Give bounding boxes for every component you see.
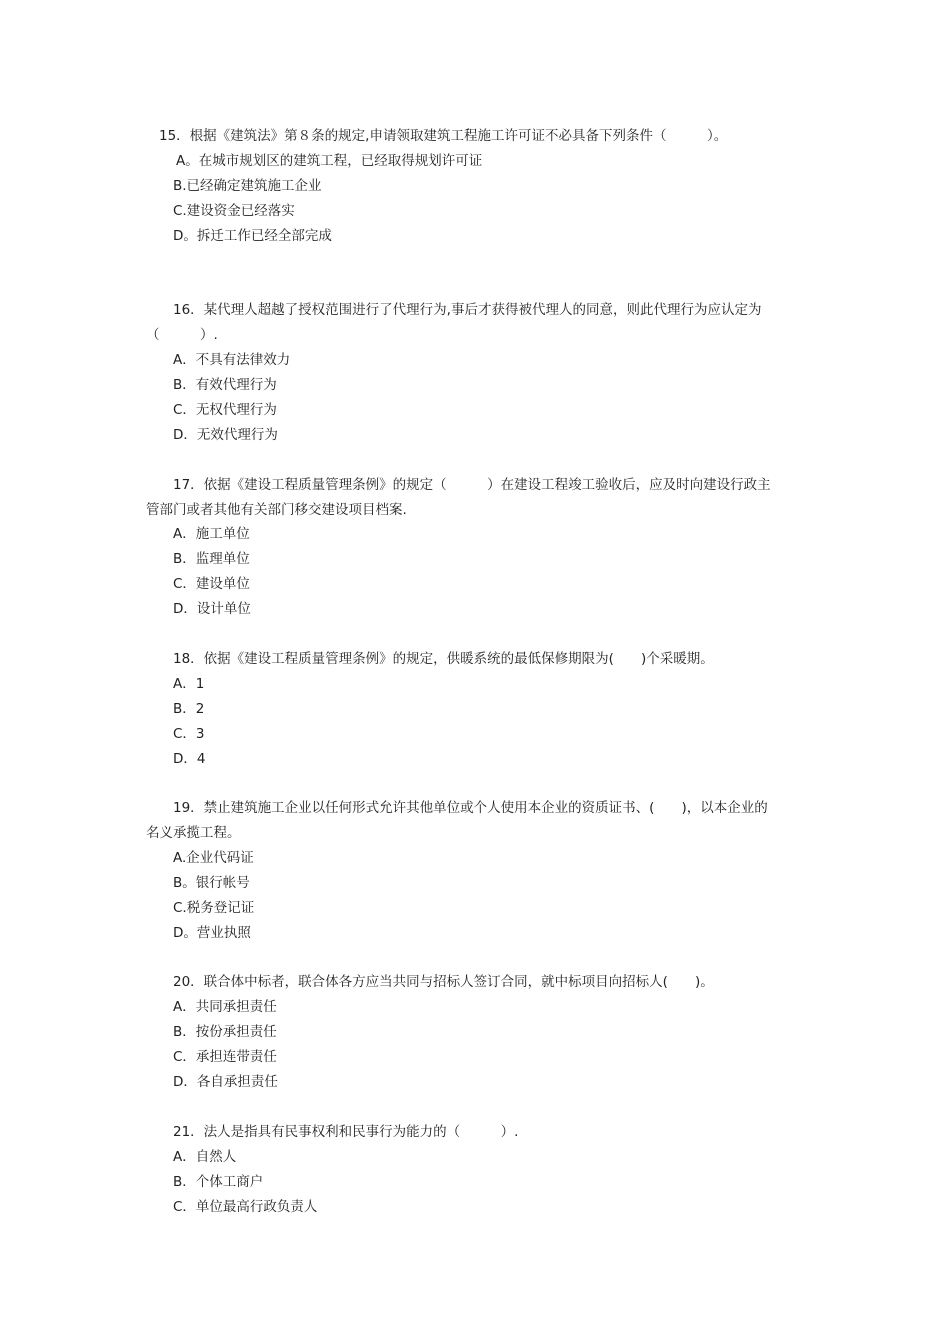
question-17-option-d: D．设计单位 [173, 601, 251, 617]
question-17-option-a: A．施工单位 [173, 526, 250, 542]
question-19-stem-line-1: 19．禁止建筑施工企业以任何形式允许其他单位或个人使用本企业的资质证书、( )，以本企业的 [173, 800, 768, 816]
question-15-option-a: A。在城市规划区的建筑工程，已经取得规划许可证 [176, 153, 483, 169]
question-21-option-a: A．自然人 [173, 1149, 237, 1165]
question-18-option-d: D．4 [173, 751, 206, 767]
question-17-option-b: B．监理单位 [173, 551, 250, 567]
question-15-option-d: D。拆迁工作已经全部完成 [173, 228, 332, 244]
question-20-option-d: D．各自承担责任 [173, 1074, 278, 1090]
question-16-stem-line-1: 16．某代理人超越了授权范围进行了代理行为,事后才获得被代理人的同意，则此代理行为应认定为 [173, 302, 762, 318]
question-18-option-a: A．1 [173, 676, 205, 692]
question-20-option-c: C．承担连带责任 [173, 1049, 277, 1065]
question-20-option-a: A．共同承担责任 [173, 999, 277, 1015]
question-17-option-c: C．建设单位 [173, 576, 250, 592]
question-16-option-b: B．有效代理行为 [173, 377, 277, 393]
question-15-option-c: C.建设资金已经落实 [173, 203, 295, 219]
question-21-stem: 21．法人是指具有民事权利和民事行为能力的（ ）. [173, 1124, 519, 1140]
question-19-option-c: C.税务登记证 [173, 900, 255, 916]
question-18-option-c: C．3 [173, 726, 205, 742]
question-16-stem-line-2: （ ）. [146, 327, 218, 343]
question-20-stem: 20．联合体中标者，联合体各方应当共同与招标人签订合同，就中标项目向招标人( )。 [173, 974, 714, 990]
question-19-option-d: D。营业执照 [173, 925, 251, 941]
question-19-option-b: B。银行帐号 [173, 875, 250, 891]
question-21-option-b: B．个体工商户 [173, 1174, 264, 1190]
question-19-stem-line-2: 名义承揽工程。 [146, 825, 241, 841]
question-16-option-a: A．不具有法律效力 [173, 352, 291, 368]
question-18-option-b: B．2 [173, 701, 205, 717]
question-17-stem-line-1: 17．依据《建设工程质量管理条例》的规定（ ）在建设工程竣工验收后，应及时向建设行政主 [173, 477, 771, 493]
question-18-stem: 18．依据《建设工程质量管理条例》的规定，供暖系统的最低保修期限为( )个采暖期。 [173, 651, 714, 667]
question-15-stem: 15．根据《建筑法》第８条的规定,申请领取建筑工程施工许可证不必具备下列条件（ ）。 [159, 128, 728, 144]
question-20-option-b: B．按份承担责任 [173, 1024, 277, 1040]
question-17-stem-line-2: 管部门或者其他有关部门移交建设项目档案. [146, 502, 407, 518]
question-19-option-a: A.企业代码证 [173, 850, 254, 866]
question-15-option-b: B.已经确定建筑施工企业 [173, 178, 322, 194]
question-16-option-d: D．无效代理行为 [173, 427, 278, 443]
question-21-option-c: C．单位最高行政负责人 [173, 1199, 318, 1215]
question-16-option-c: C．无权代理行为 [173, 402, 277, 418]
